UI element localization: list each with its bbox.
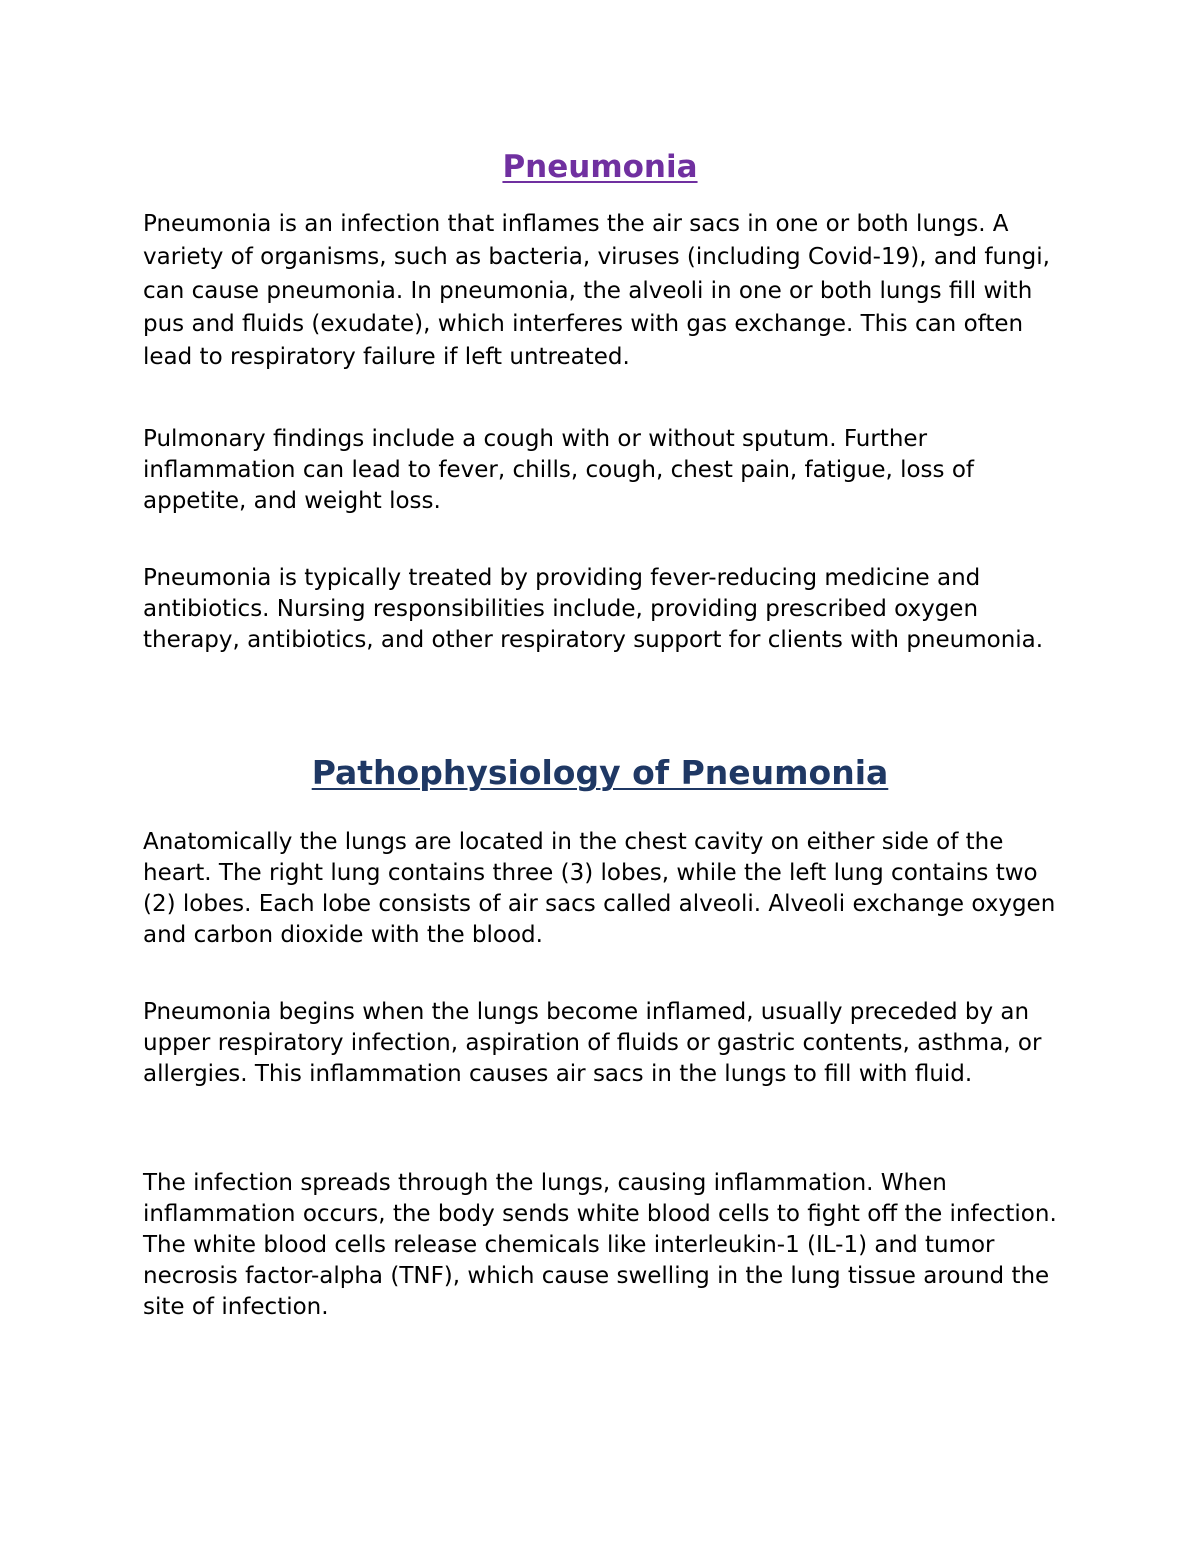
- paragraph-infection-spread: The infection spreads through the lungs, causing inflammation. When inflammation occurs, the body sends white blood cells to fight off the infection. The white blood cells release chemicals like interleukin-1 (IL-1) and tumor necrosis factor-alpha (TNF), which cause swelling in the lung tissue around the site of infection.: [143, 1170, 1057, 1320]
- paragraph-treatment: Pneumonia is typically treated by providing fever-reducing medicine and antibiotics. Nursing responsibilities include, providing prescribed oxygen therapy, antibiotics, and other respiratory support for clients with pneumonia.: [143, 565, 1044, 653]
- paragraph-anatomy: Anatomically the lungs are located in the chest cavity on either side of the heart. The right lung contains three (3) lobes, while the left lung contains two (2) lobes. Each lobe consists of air sacs called alveoli. Alveoli exchange oxygen and carbon dioxide with the blood.: [143, 829, 1056, 948]
- paragraph-definition: Pneumonia is an infection that inflames the air sacs in one or both lungs. A variety of organisms, such as bacteria, viruses (including Covid-19), and fungi, can cause pneumonia. In pneumonia, the alveoli in one or both lungs fill with pus and fluids (exudate), which interferes with gas exchange. This can often lead to respiratory failure if left untreated.: [143, 211, 1050, 371]
- section-title-pathophysiology: Pathophysiology of Pneumonia: [311, 753, 889, 792]
- paragraph-findings: Pulmonary findings include a cough with or without sputum. Further inflammation can lead to fever, chills, cough, chest pain, fatigue, loss of appetite, and weight loss.: [143, 426, 974, 514]
- document-title: Pneumonia: [502, 149, 698, 185]
- paragraph-onset: Pneumonia begins when the lungs become inflamed, usually preceded by an upper respiratory infection, aspiration of fluids or gastric contents, asthma, or allergies. This inflammation causes air sacs in the lungs to fill with fluid.: [143, 999, 1042, 1087]
